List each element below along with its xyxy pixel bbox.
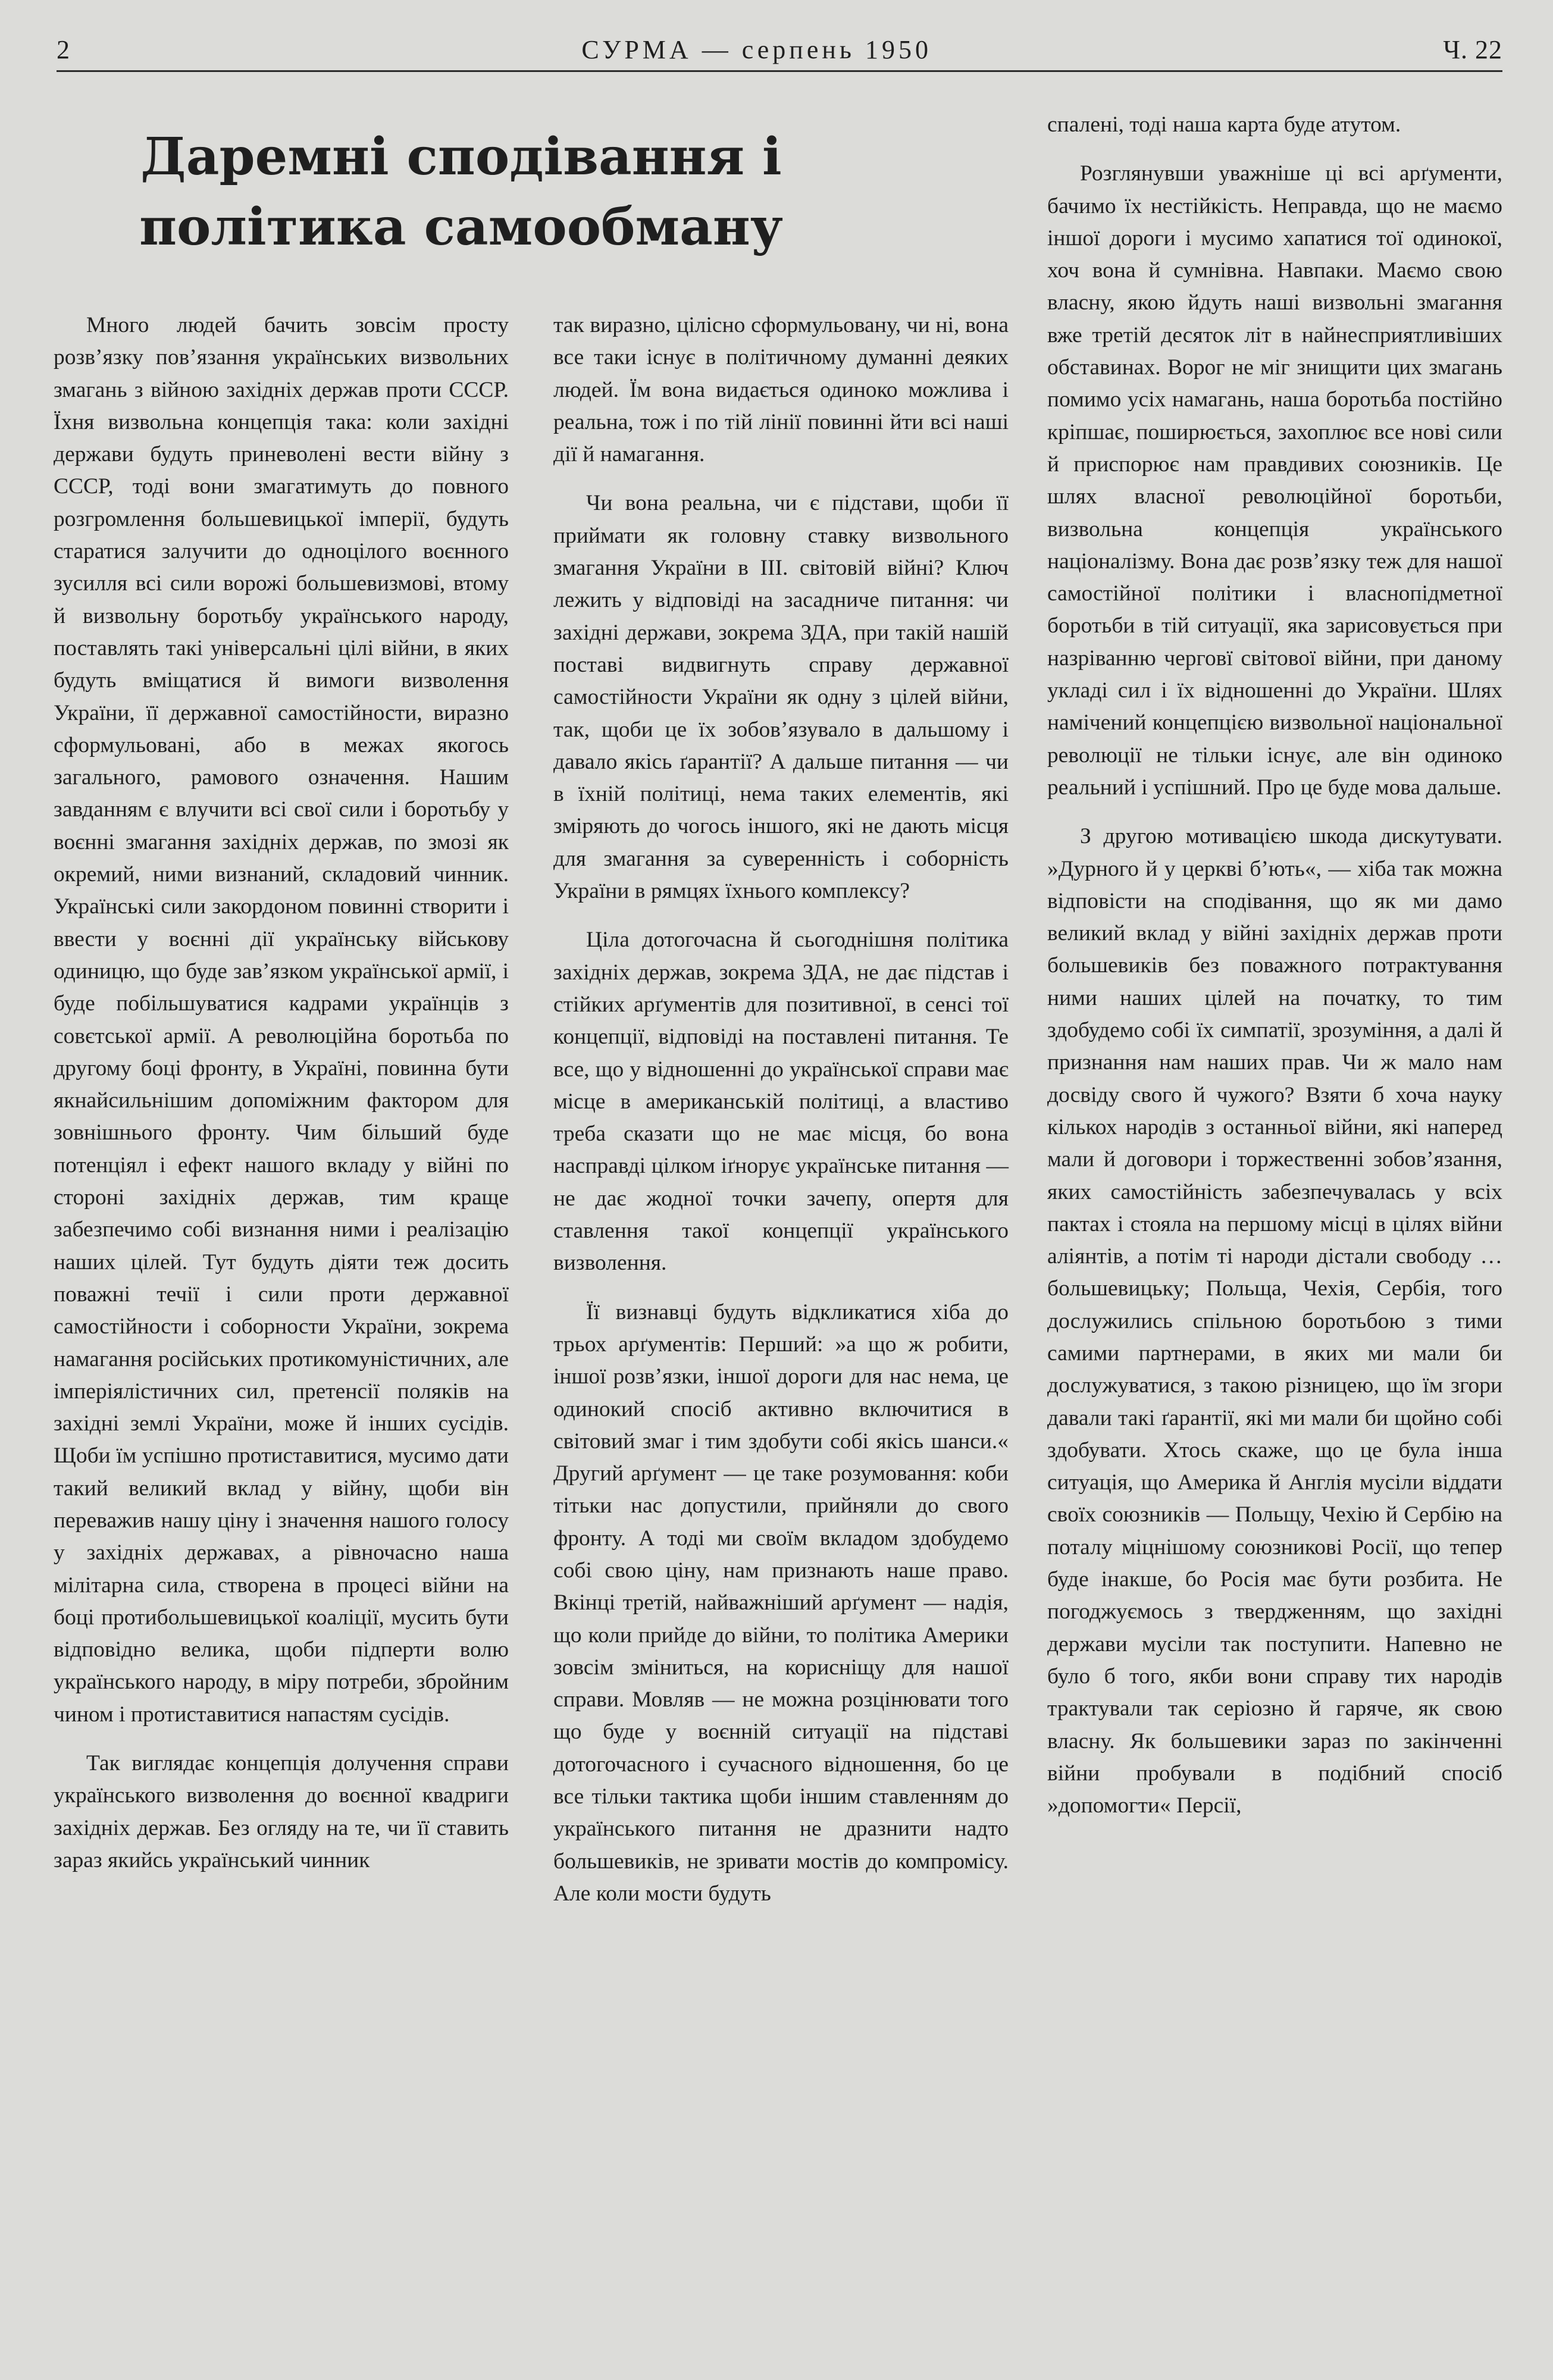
issue-number: Ч. 22 xyxy=(1443,35,1502,64)
paragraph: Много людей бачить зовсім просту розв’язку пов’язання українських визвольних змагань з війною західніх держав проти СССР. Їхня визвольна концепція така: коли західні держави будуть приневолені вести війну з СССР, тоді вони змагатимуть до повного розгромлення большевицької імперії, будуть старатися залучити до одноцілого воєнного зусилля всі сили ворожі большевизмові, втому й визвольну боротьбу українського народу, поставлять такі універсальні цілі війни, в яких будуть вміщатися й вимоги визволення України, її державної самостійности, виразно сформульовані, або в межах якогось загального, рамового означення. Нашим завданням є влучити всі свої сили і боротьбу у воєнні змагання західніх держав, по змозі як окремий, ними визнаний, складовий чинник. Українські сили закордоном повинні створити і ввести у воєнні дії українську військову одиницю, що буде зав’язком української армії, і буде побільшуватися кадрами українців з совєтської армії. А революційна боротьба по другому боці фронту, в Україні, повинна бути якнайсильнішим допоміжним фактором для зовнішнього фронту. Чим більший буде потенціял і ефект нашого вкладу у війні по стороні західніх держав, тим краще забезпечимо собі визнання ними і реалізацію наших цілей. Тут будуть діяти теж досить поважні течії і сили проти державної самостійности і соборности України, зокрема намагання російських протикомуністичних, але імперіялістичних сил, претенсії поляків на західні землі України, може й інших сусідів. Щоби їм успішно протиставитися, мусимо дати такий великий вклад у війну, щоби він переважив нашу ціну і значення нашого голосу у західніх державах, а рівночасно наша мілітарна сила, створена в процесі війни на боці протибольшевицької коаліції, мусить бути відповідно велика, щоби підперти волю українського народу, в міру потреби, збройним чином і протиставитися напастям сусідів. xyxy=(54,313,509,1727)
running-header xyxy=(57,29,1502,72)
text-column-3 xyxy=(1047,109,1502,2328)
paragraph: Чи вона реальна, чи є підстави, щоби її приймати як головну ставку визвольного змагання України в III. світовій війні? Ключ лежить у відповіді на засадниче питання: чи західні держави, зокрема ЗДА, при такій нашій поставі видвигнуть справу державної самостійности України як одну з цілей війни, так, щоби це їх зобов’язувало в дальшому і давало якісь ґарантії? А дальше питання — чи в їхній політиці, нема таких елементів, які зміряють до чогось іншого, які не дають місця для змагання за суверенність і соборність України в рямцях їхнього комплексу? xyxy=(553,491,1009,904)
paragraph: Її визнавці будуть відкликатися хіба до трьох арґументів: Перший: »а що ж робити, іншої розв’язки, іншої дороги для нас нема, це одинокий спосіб активно включитися в світовий змаг і тим здобути собі якісь шанси.« Другий арґумент — це таке розумовання: коби тітьки нас допустили, прийняли до свого фронту. А тоді ми своїм вкладом здобудемо собі свою ціну, нам признають наше право. Вкінці третій, найважніший арґумент — надія, що коли прийде до війни, то політика Америки зовсім зміниться, на корисніщу для нашої справи. Мовляв — не можна розцінювати того що буде у воєнній ситуації на підставі дотогочасного і сучасного відношення, бо це все тільки тактика щоби іншим ставленням до українського питання не дразнити надто большевиків, не зривати мостів до компромісу. Але коли мости будуть xyxy=(553,1299,1009,1906)
text-column-1 xyxy=(54,309,509,2326)
paragraph: З другою мотивацією шкода дискутувати. »Дурного й у церкві б’ють«, — хіба так можна відповісти на сподівання, що як ми дамо великий вклад у війні західніх держав проти большевиків без поважного потрактування ними наших цілей на початку, то тим здобудемо собі їх симпатії, зрозуміння, а далі й признання нам наших прав. Чи ж мало нам досвіду свого й чужого? Взяти б хоча науку кількох народів з останньої війни, які наперед мали й договори і торжественні зобов’язання, яких самостійність забезпечувалась у всіх пактах і стояла на першому місці в цілях війни аліянтів, а потім ті народи дістали свободу … большевицьку; Польща, Чехія, Сербія, того дослужились спільною боротьбою з тими самими партнерами, в яких ми мали би дослужуватися, з такою різницею, що їм згори давали такі ґарантії, які ми мали би щойно собі здобувати. Хтось скаже, що це була інша ситуація, що Америка й Англія мусіли віддати своїх союзників — Польщу, Чехію й Сербію на поталу міцнішому союзникові Росії, що тепер буде інакше, бо Росія має бути розбита. Не погоджуємось з твердженням, що західні держави мусіли так поступити. Напевно не було б того, якби вони справу тих народів трактували так серіозно й гаряче, як свою власну. Як большевики зараз по закінченні війни пробували в подібний спосіб »допомогти« Персії, xyxy=(1047,824,1502,1818)
paragraph: Розглянувши уважніше ці всі арґументи, бачимо їх нестійкість. Неправда, що не маємо іншої дороги і мусимо хапатися тої одинокої, хоч вона й сумнівна. Навпаки. Маємо свою власну, якою йдуть наші визвольні змагання вже третій десяток літ в найнесприятливіших обставинах. Ворог не міг знищити цих змагань помимо усіх намагань, наша боротьба постійно кріпшає, поширюється, захоплює все нові сили й приспорює нам правдивих союзників. Це шлях власної революційної боротьби, визвольна концепція українського націоналізму. Вона дає розв’язку теж для нашої самостійної політики і власнопідметної боротьби в тій ситуації, яка зарисовується при назріванню черговї світової війни, при даному укладі сил і їх відношенні до України. Шлях намічений концепцією визвольної національної революції не тільки існує, але він одиноко реальний і успішний. Про це буде мова дальше. xyxy=(1047,161,1502,800)
magazine-title-date: СУРМА — серпень 1950 xyxy=(581,35,932,64)
paragraph: Ціла дотогочасна й сьогоднішня політика західніх держав, зокрема ЗДА, не дає підстав і стійких арґументів для позитивної, в сенсі тої концепції, відповіді на поставлені питання. Те все, що у відношенні до української справи має місце в американській політиці, а властиво треба сказати що не має місця, бо вона насправді цілком іґнорує українське питання — не дає жодної точки зачепу, опертя для ставлення такої концепції українського визволення. xyxy=(553,928,1009,1276)
page-number: 2 xyxy=(57,35,70,64)
text-column-2 xyxy=(553,309,1009,2326)
article-title: Даремні сподівання і політика самообману xyxy=(139,127,783,257)
paragraph: спалені, тоді наша карта буде атутом. xyxy=(1047,112,1401,137)
paragraph: Так виглядає концепція долучення справи українського визволення до воєнної квадриги західніх держав. Без огляду на те, чи її ставить зараз якийсь український чинник xyxy=(54,1751,509,1872)
paragraph: так виразно, цілісно сформульовану, чи ні, вона все таки існує в політичному думанні деяких людей. Їм вона видається одиноко можлива і реальна, тож і по тій лінії повинні йти всі наші дії й намагання. xyxy=(553,313,1009,467)
